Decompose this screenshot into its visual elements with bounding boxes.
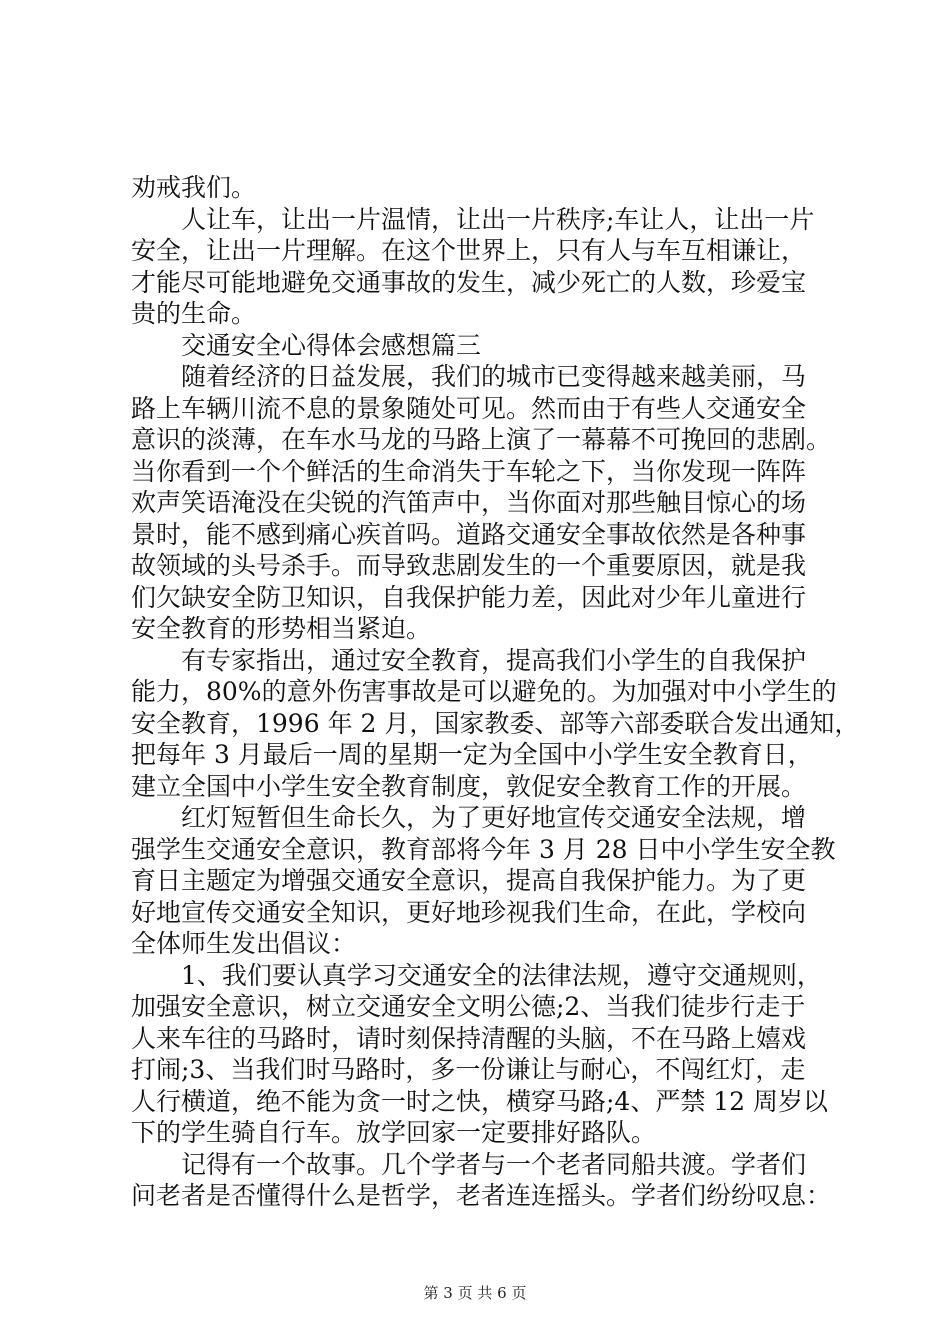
text-line: 把每年 3 月最后一周的星期一定为全国中小学生安全教育日， [131,740,813,769]
text-line: 人来车往的马路时，请时刻保持清醒的头脑，不在马路上嬉戏 [131,1023,807,1053]
text-line: 建立全国中小学生安全教育制度，敦促安全教育工作的开展。 [131,771,807,801]
text-line: 有专家指出，通过安全教育，提高我们小学生的自我保护 [181,645,807,675]
text-line: 育日主题定为增强交通安全意识，提高自我保护能力。为了更 [131,866,807,895]
text-line: 路上车辆川流不息的景象随处可见。然而由于有些人交通安全 [131,393,807,423]
text-line: 安全教育，1996 年 2 月，国家教委、部等六部委联合发出通知， [131,708,860,738]
text-line: 全体师生发出倡议： [131,929,357,958]
text-line: 好地宣传交通安全知识，更好地珍视我们生命，在此，学校向 [131,897,807,927]
text-line: 红灯短暂但生命长久，为了更好地宣传交通安全法规，增 [181,803,807,832]
text-line: 1、我们要认真学习交通安全的法律法规，遵守交通规则， [181,960,822,990]
text-line: 加强安全意识，树立交通安全文明公德;2、当我们徒步行走于 [131,992,806,1021]
text-line: 人让车，让出一片温情，让出一片秩序;车让人，让出一片 [181,204,815,234]
text-line: 打闹;3、当我们时马路时，多一份谦让与耐心，不闯红灯，走 [131,1055,806,1084]
text-line: 人行横道，绝不能为贪一时之快，横穿马路;4、严禁 12 周岁以 [131,1086,829,1116]
text-line: 意识的淡薄，在车水马龙的马路上演了一幕幕不可挽回的悲剧。 [131,425,832,454]
text-line: 下的学生骑自行车。放学回家一定要排好路队。 [131,1118,657,1147]
text-line: 贵的生命。 [131,299,257,328]
text-line: 安全教育的形势相当紧迫。 [131,614,432,643]
text-line: 劝戒我们。 [131,173,257,202]
text-line: 问老者是否懂得什么是哲学，老者连连摇头。学者们纷纷叹息： [131,1181,832,1210]
page-footer: 第 3 页 共 6 页 [423,1284,527,1302]
text-line: 景时，能不感到痛心疾首吗。道路交通安全事故依然是各种事 [131,519,807,549]
text-line: 安全，让出一片理解。在这个世界上，只有人与车互相谦让， [131,236,807,265]
text-line: 当你看到一个个鲜活的生命消失于车轮之下，当你发现一阵阵 [131,456,807,486]
document-body [131,172,860,1212]
text-line: 随着经济的日益发展，我们的城市已变得越来越美丽，马 [181,362,807,391]
text-line: 强学生交通安全意识，教育部将今年 3 月 28 日中小学生安全教 [131,834,836,864]
text-line: 欢声笑语淹没在尖锐的汽笛声中，当你面对那些触目惊心的场 [131,488,807,517]
text-line: 交通安全心得体会感想篇三 [181,330,482,360]
text-line: 记得有一个故事。几个学者与一个老者同船共渡。学者们 [181,1149,807,1179]
text-line: 们欠缺安全防卫知识，自我保护能力差，因此对少年儿童进行 [131,582,807,612]
text-line: 才能尽可能地避免交通事故的发生，减少死亡的人数，珍爱宝 [131,267,807,297]
text-line: 能力，80%的意外伤害事故是可以避免的。为加强对中小学生的 [131,677,837,706]
text-line: 故领域的头号杀手。而导致悲剧发生的一个重要原因，就是我 [131,551,807,580]
